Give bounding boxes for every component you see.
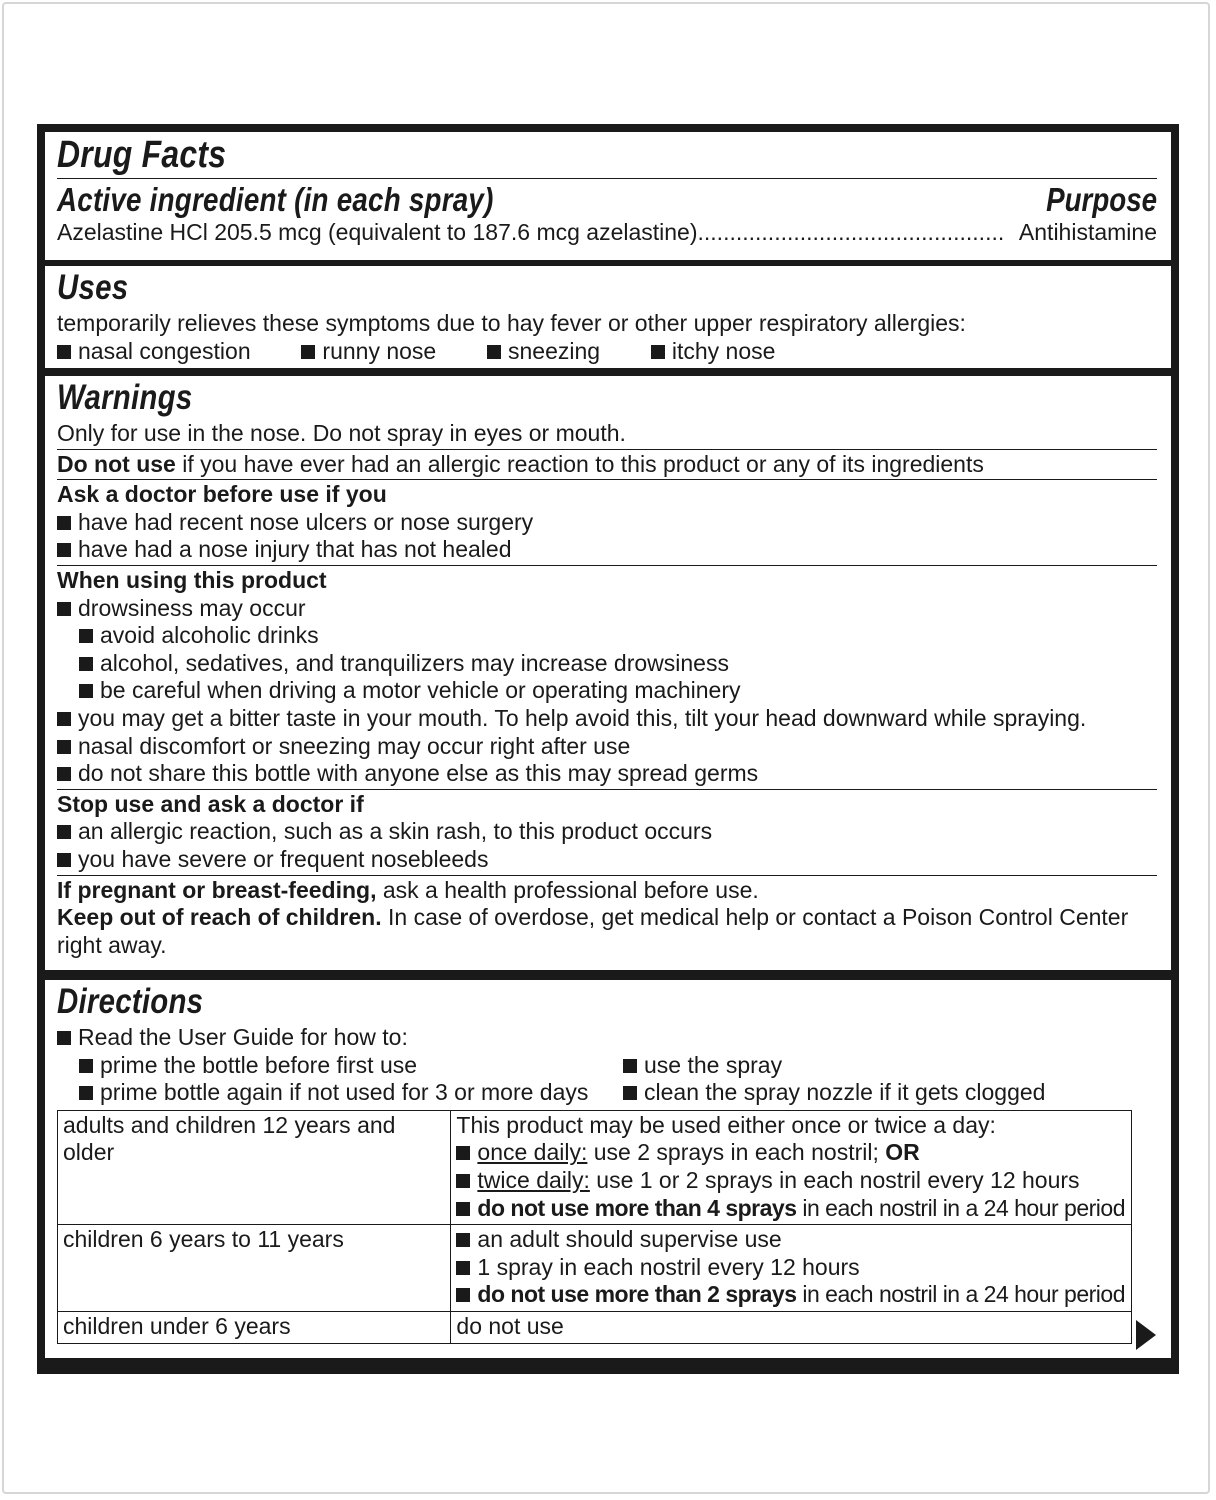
table-row	[58, 1225, 1132, 1312]
stop-use-item: you have severe or frequent nosebleeds	[57, 846, 1157, 874]
bullet-square-icon	[456, 1202, 470, 1216]
directions-heading: Directions	[57, 982, 204, 1021]
ingredient-name: Azelastine HCl 205.5 mcg (equivalent to 187.6 mcg azelastine)	[57, 219, 698, 245]
symptom-item: nasal congestion	[57, 338, 251, 364]
dosage-item: do not use more than 2 sprays in each nostril in a 24 hour period	[456, 1281, 1125, 1309]
when-using-item: you may get a bitter taste in your mouth. To help avoid this, tilt your head downward while spraying.	[57, 705, 1157, 733]
warnings-divider	[57, 789, 1157, 790]
uses-heading: Uses	[57, 268, 129, 307]
warnings-divider	[57, 479, 1157, 480]
active-ingredient-header-row	[57, 179, 1157, 219]
warnings-divider	[57, 449, 1157, 450]
bullet-square-icon	[79, 684, 93, 698]
dosage-intro: This product may be used either once or twice a day:	[456, 1111, 996, 1138]
ingredient-purpose: Antihistamine	[1015, 219, 1157, 247]
bullet-square-icon	[57, 825, 71, 839]
when-using-item: nasal discomfort or sneezing may occur right after use	[57, 733, 1157, 761]
stop-use-heading: Stop use and ask a doctor if	[57, 790, 364, 817]
drug-facts-panel	[37, 124, 1179, 1374]
bullet-square-icon	[57, 543, 71, 557]
bullet-square-icon	[57, 516, 71, 530]
bullet-square-icon	[623, 1059, 637, 1073]
drug-facts-box	[45, 132, 1171, 260]
continue-arrow-icon	[1136, 1320, 1156, 1350]
bullet-square-icon	[57, 767, 71, 781]
age-group-cell: children under 6 years	[58, 1311, 451, 1343]
table-row	[58, 1311, 1132, 1343]
when-using-heading: When using this product	[57, 566, 327, 593]
guide-item: prime the bottle before first use	[100, 1051, 418, 1078]
dosage-table	[57, 1110, 1132, 1344]
bullet-square-icon	[456, 1261, 470, 1275]
directions-box	[45, 980, 1171, 1358]
guide-row	[57, 1079, 1157, 1107]
stop-use-item: an allergic reaction, such as a skin rash, to this product occurs	[57, 818, 1157, 846]
guide-item-right: clean the spray nozzle if it gets clogged	[623, 1079, 1045, 1107]
when-using-subitem: alcohol, sedatives, and tranquilizers may increase drowsiness	[57, 650, 1157, 678]
bullet-square-icon	[79, 657, 93, 671]
bullet-square-icon	[57, 853, 71, 867]
ask-doctor-item: have had recent nose ulcers or nose surgery	[57, 509, 1157, 537]
dosage-cell: do not use	[451, 1311, 1132, 1343]
dosage-cell	[451, 1225, 1132, 1312]
guide-item: prime bottle again if not used for 3 or more days	[100, 1079, 589, 1106]
uses-intro: temporarily relieves these symptoms due to hay fever or other upper respiratory allergies:	[57, 310, 966, 336]
bullet-square-icon	[456, 1233, 470, 1247]
bullet-square-icon	[456, 1146, 470, 1160]
pregnant-line: If pregnant or breast-feeding, ask a health professional before use.	[57, 876, 759, 903]
bullet-square-icon	[456, 1174, 470, 1188]
warnings-divider	[57, 875, 1157, 876]
symptom-item: itchy nose	[651, 338, 776, 364]
ask-doctor-heading: Ask a doctor before use if you	[57, 481, 387, 508]
bullet-square-icon	[57, 602, 71, 616]
warnings-heading: Warnings	[57, 378, 193, 417]
bullet-square-icon	[57, 1031, 71, 1045]
keep-out-line: Keep out of reach of children. In case of overdose, get medical help or contact a Poison Control Center	[57, 904, 1129, 931]
bullet-square-icon	[487, 345, 501, 359]
bullet-square-icon	[79, 1086, 93, 1100]
guide-item-right: use the spray	[623, 1052, 782, 1080]
ingredient-row	[57, 219, 1157, 247]
bullet-square-icon	[57, 740, 71, 754]
bullet-square-icon	[623, 1086, 637, 1100]
do-not-use-line: Do not use if you have ever had an allergic reaction to this product or any of its ingredients	[57, 450, 984, 477]
bullet-square-icon	[651, 345, 665, 359]
when-using-subitem: be careful when driving a motor vehicle or operating machinery	[57, 677, 1157, 705]
warnings-box	[45, 376, 1171, 970]
age-group-cell: children 6 years to 11 years	[58, 1225, 451, 1312]
dosage-item: twice daily: use 1 or 2 sprays in each nostril every 12 hours	[456, 1167, 1125, 1195]
symptom-item: runny nose	[301, 338, 436, 364]
dosage-item: 1 spray in each nostril every 12 hours	[456, 1254, 1125, 1282]
age-group-cell: adults and children 12 years and older	[58, 1110, 451, 1224]
bullet-square-icon	[456, 1288, 470, 1302]
keep-out-line-continued: right away.	[57, 931, 167, 958]
bullet-square-icon	[301, 345, 315, 359]
uses-box	[45, 266, 1171, 368]
bullet-square-icon	[57, 712, 71, 726]
read-guide-line: Read the User Guide for how to:	[57, 1024, 1157, 1052]
dosage-item: do not use more than 4 sprays in each nostril in a 24 hour period	[456, 1195, 1125, 1223]
when-using-item: do not share this bottle with anyone else as this may spread germs	[57, 760, 1157, 788]
purpose-heading: Purpose	[1046, 181, 1157, 218]
drug-facts-title: Drug Facts	[57, 134, 227, 176]
guide-row	[57, 1052, 1157, 1080]
warnings-divider	[57, 565, 1157, 566]
ingredient-leader-dots: ................................................	[697, 219, 1005, 245]
nose-only-warning: Only for use in the nose. Do not spray in eyes or mouth.	[57, 420, 626, 446]
ask-doctor-item: have had a nose injury that has not healed	[57, 536, 1157, 564]
uses-symptom-list	[57, 338, 1157, 366]
table-row	[58, 1110, 1132, 1224]
dosage-item: once daily: use 2 sprays in each nostril; OR	[456, 1139, 1125, 1167]
when-using-item: drowsiness may occur	[57, 595, 1157, 623]
dosage-cell	[451, 1110, 1132, 1224]
bullet-square-icon	[79, 629, 93, 643]
symptom-item: sneezing	[487, 338, 600, 364]
dosage-item: an adult should supervise use	[456, 1226, 1125, 1254]
bullet-square-icon	[57, 345, 71, 359]
active-ingredient-heading: Active ingredient (in each spray)	[57, 181, 494, 218]
when-using-subitem: avoid alcoholic drinks	[57, 622, 1157, 650]
bullet-square-icon	[79, 1059, 93, 1073]
